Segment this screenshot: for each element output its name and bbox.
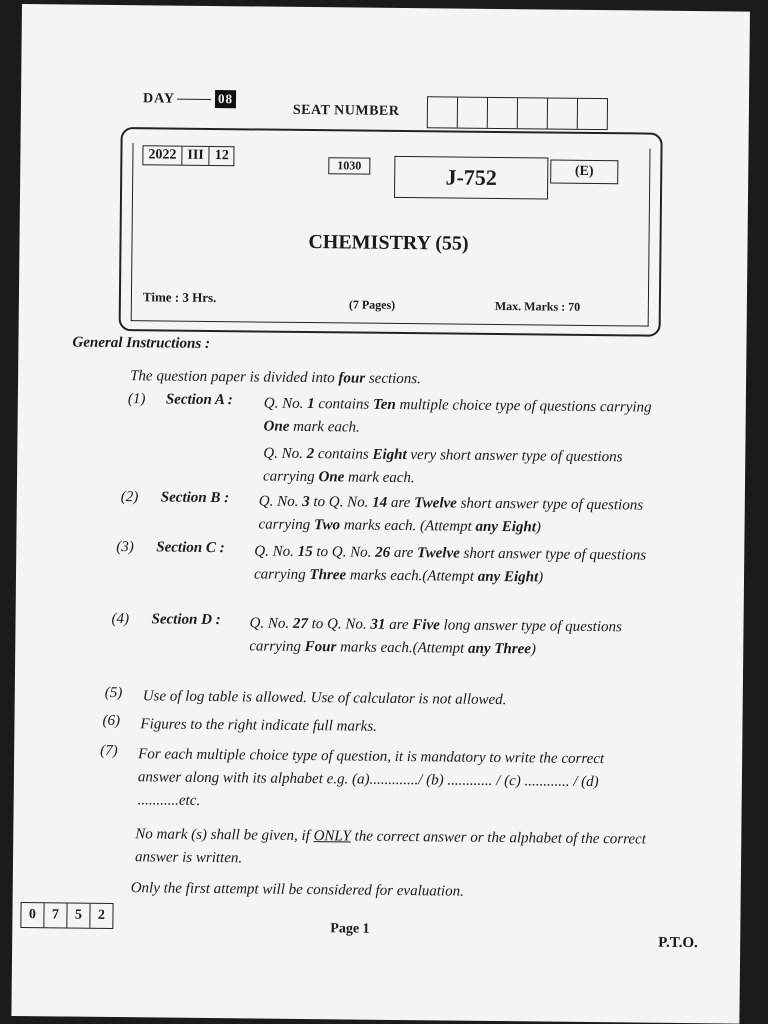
small-code: 1030	[328, 157, 370, 174]
item-number: (1)	[127, 391, 146, 408]
instructions-intro	[130, 365, 421, 391]
exam-paper-page	[11, 4, 750, 1024]
section-d-text: Q. No. 27 to Q. No. 31 are Five long answer type of questions carrying Four marks each.(Attempt any Three)	[249, 615, 622, 658]
year-part: 12	[214, 148, 229, 164]
item-number: (7)	[100, 742, 118, 760]
seat-number-label: SEAT NUMBER	[292, 102, 400, 119]
item-number: (4)	[111, 610, 130, 628]
seat-box	[578, 99, 607, 129]
section-a-text-2: Q. No. 2 contains Eight very short answer type of questions carrying One mark each.	[262, 445, 623, 487]
page-number: Page 1	[330, 921, 370, 937]
instruction-7-note-2: Only the first attempt will be considered for evaluation.	[130, 880, 464, 900]
year-part: III	[182, 147, 210, 165]
instruction-5-text: Use of log table is allowed. Use of calculator is not allowed.	[142, 688, 507, 709]
section-label: Section A :	[165, 391, 233, 409]
day-value: 08	[215, 90, 236, 108]
section-b-text: Q. No. 3 to Q. No. 14 are Twelve short answer type of questions carrying Two marks each. (Attempt any Eight)	[258, 493, 644, 536]
instruction-7-note: No mark (s) shall be given, if ONLY the correct answer or the alphabet of the correct answer is written.	[134, 826, 646, 867]
item-number: (3)	[116, 539, 134, 556]
year-part: 2022	[143, 146, 182, 164]
day-label: DAY	[142, 91, 176, 107]
max-marks: Max. Marks : 70	[494, 298, 581, 314]
instruction-6-text: Figures to the right indicate full marks.	[140, 716, 378, 735]
seat-box	[458, 98, 488, 128]
page-count: (7 Pages)	[348, 297, 396, 312]
intro-bold: four	[338, 370, 366, 387]
intro-text: The question paper is divided into	[130, 368, 339, 387]
code-digit: 5	[67, 904, 90, 928]
seat-box	[518, 98, 548, 128]
section-label: Section D :	[151, 611, 221, 629]
subject-title: CHEMISTRY (55)	[308, 231, 469, 255]
paper-code: J-752	[394, 156, 548, 200]
section-c-text: Q. No. 15 to Q. No. 26 are Twelve short answer type of questions carrying Three marks each.(Attempt any Eight)	[253, 543, 647, 586]
section-label: Section B :	[160, 489, 230, 507]
seat-box	[488, 98, 518, 128]
section-a-text-1: Q. No. 1 contains Ten multiple choice type of questions carrying One mark each.	[263, 395, 652, 436]
instructions-heading: General Instructions :	[72, 334, 211, 352]
item-number: (5)	[104, 684, 123, 702]
day-rule	[177, 99, 211, 100]
seat-number-boxes	[427, 96, 608, 130]
item-number: (2)	[120, 489, 139, 506]
seat-box	[548, 99, 578, 129]
instruction-7-text: For each multiple choice type of question, it is mandatory to write the correct answer along with its alphabet e.g. (a)............./ (b) ............ / (c) ............ / (d) ...........etc.	[137, 746, 605, 809]
code-digit: 0	[21, 903, 44, 927]
footer-code-boxes	[20, 902, 113, 929]
year-code	[142, 145, 235, 166]
please-turn-over: P.T.O.	[658, 934, 698, 952]
code-digit: 7	[44, 903, 67, 927]
item-number: (6)	[102, 712, 121, 730]
section-label: Section C :	[156, 539, 225, 557]
language-code: (E)	[550, 160, 618, 185]
code-digit: 2	[97, 907, 106, 923]
day-field	[143, 89, 236, 108]
time-allowed: Time : 3 Hrs.	[142, 289, 217, 306]
seat-box	[428, 97, 458, 127]
intro-text-end: sections.	[365, 370, 422, 388]
